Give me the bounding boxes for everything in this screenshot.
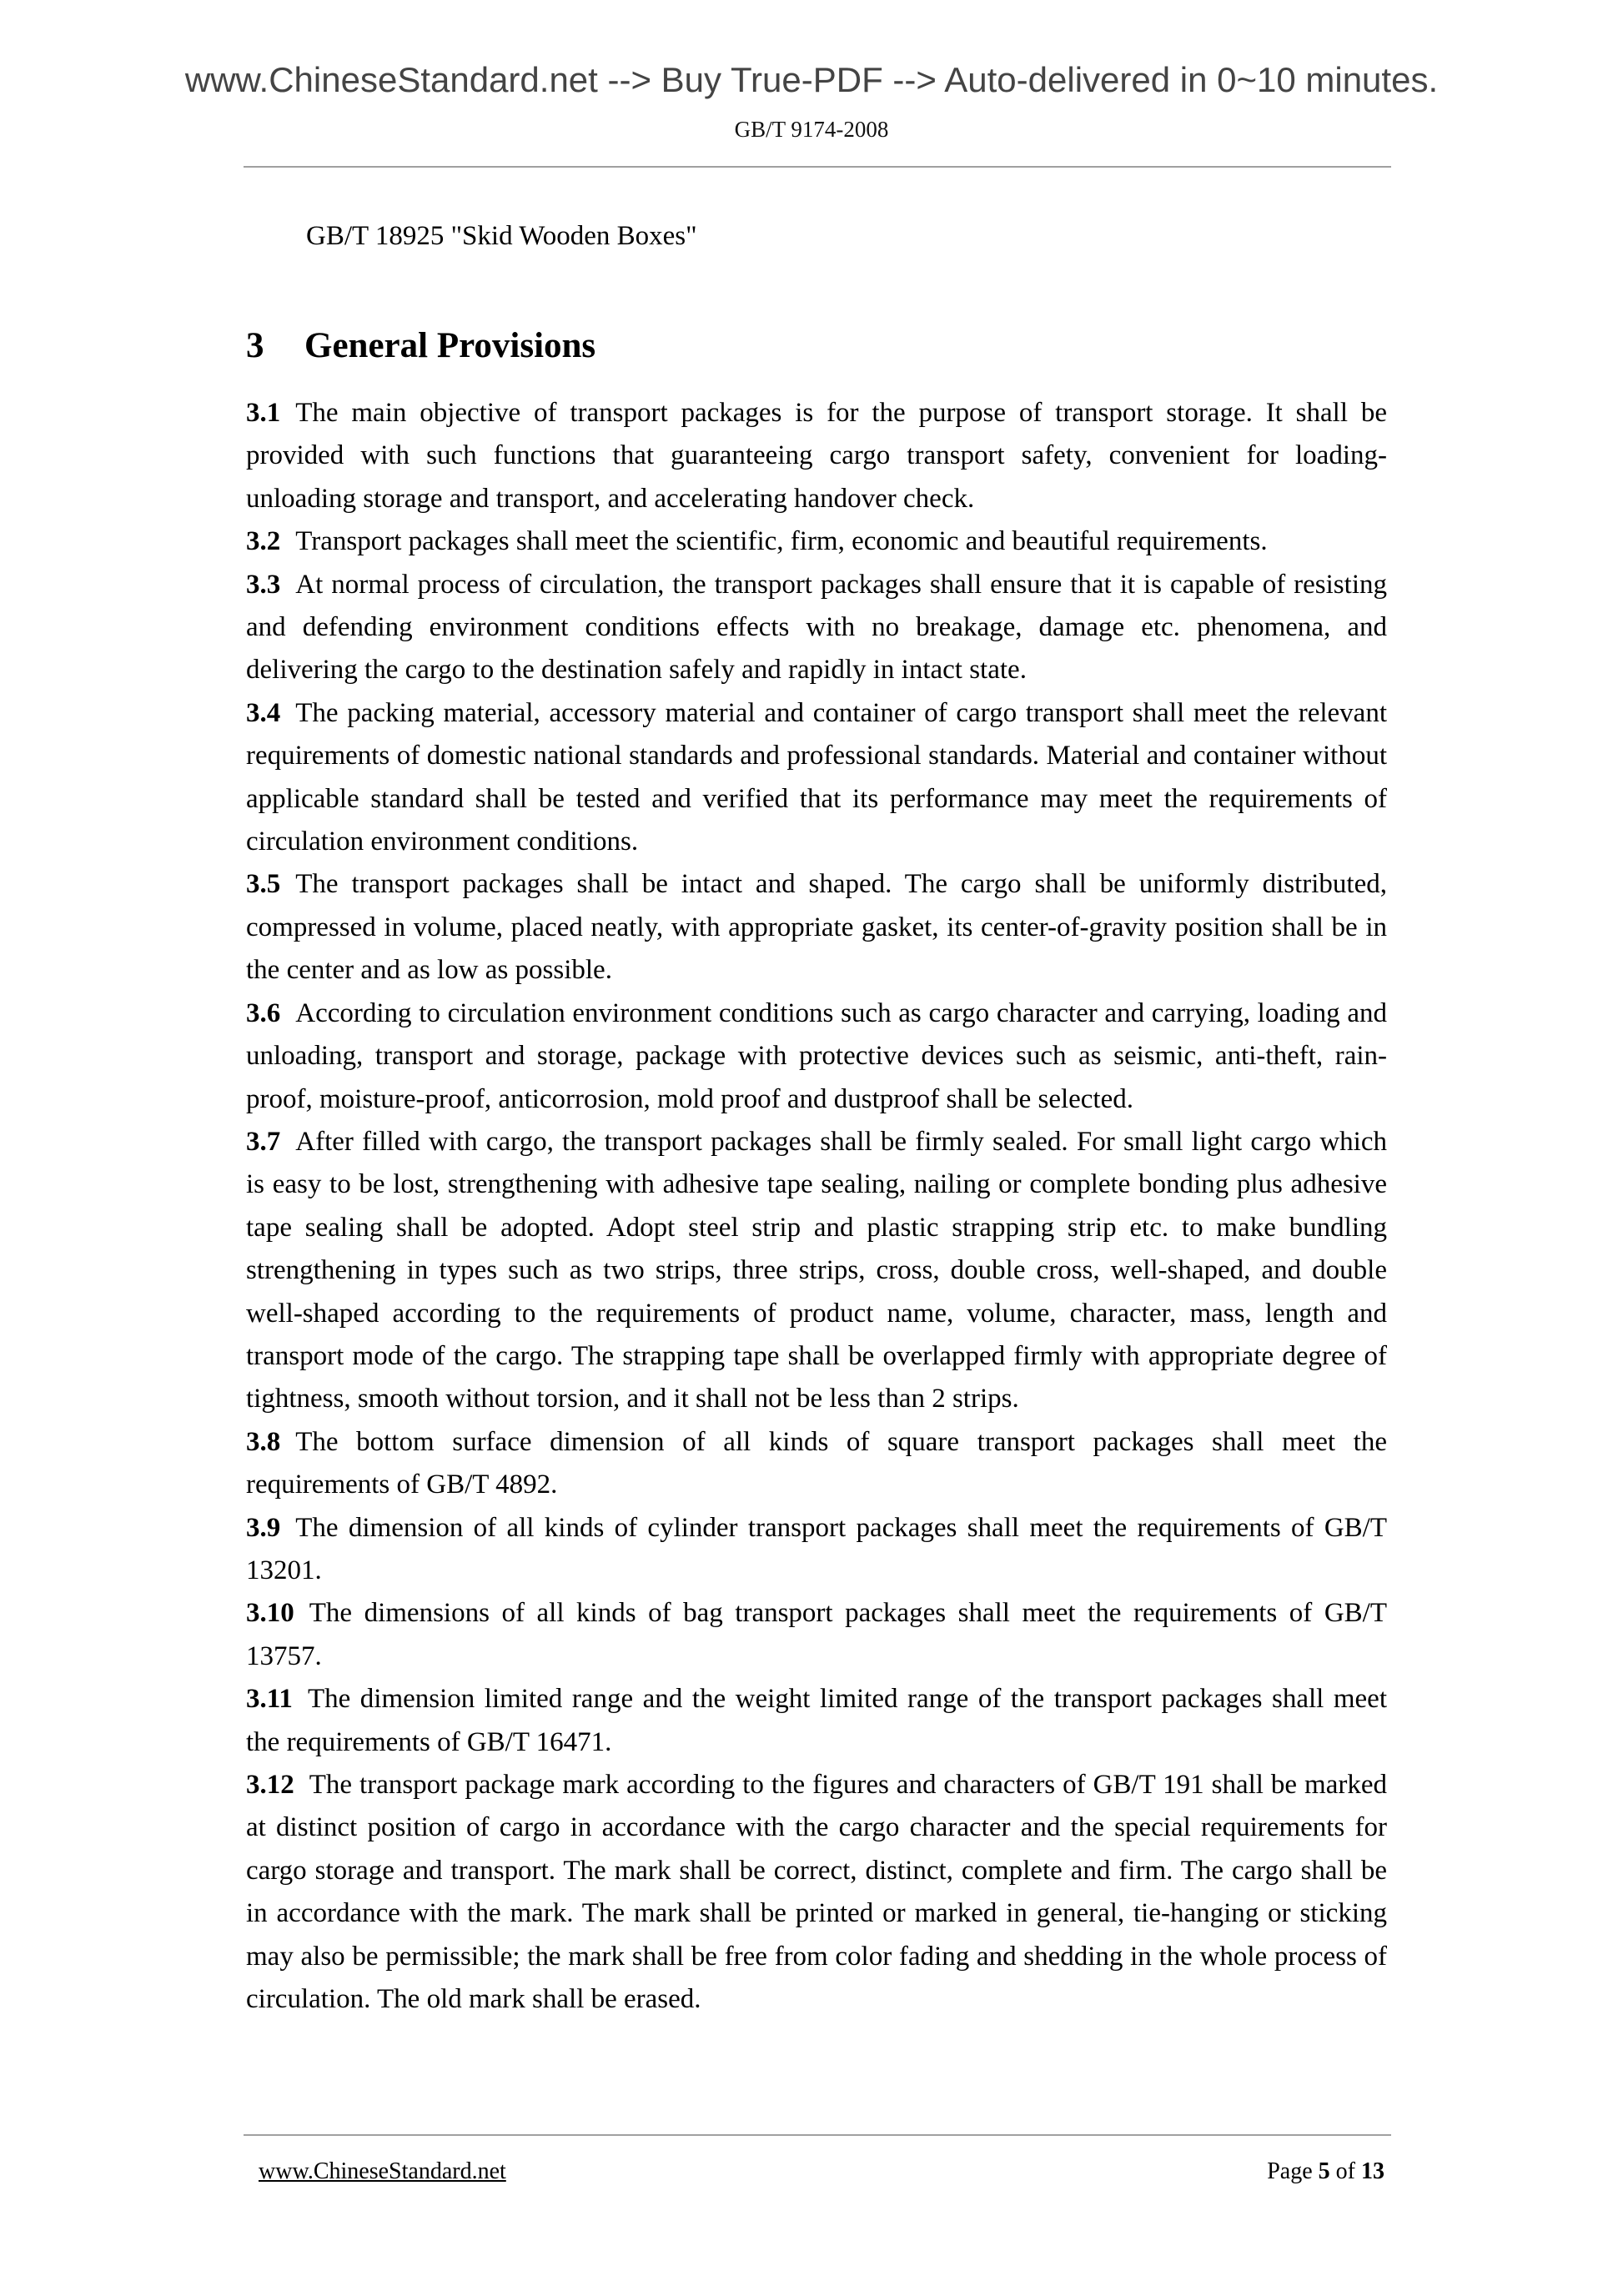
clause-number: 3.4 [246,697,281,728]
clause-3-8 [246,1421,1387,1507]
clause-3-11 [246,1678,1387,1764]
clause-3-3 [246,564,1387,692]
clause-number: 3.9 [246,1512,281,1543]
clause-text: The transport package mark according to the figures and characters of GB/T 191 shall be marked at distinct position of cargo in accordance with the cargo character and the special requirements for cargo storage and transport. The mark shall be correct, distinct, complete and firm. The cargo shall be in accordance with the mark. The mark shall be printed or marked in general, tie-hanging or sticking may also be permissible; the mark shall be free from color fading and shedding in the whole process of circulation. The old mark shall be erased. [246,1770,1387,2015]
clause-3-5 [246,863,1387,992]
current-page: 5 [1318,2158,1330,2184]
clause-3-6 [246,992,1387,1121]
clause-text: The dimension of all kinds of cylinder transport packages shall meet the requirements of GB/T 13201. [246,1512,1387,1585]
total-pages: 13 [1361,2158,1384,2184]
section-title: General Provisions [304,326,596,365]
clause-text: The dimensions of all kinds of bag transport packages shall meet the requirements of GB/T 13757. [246,1598,1387,1671]
clause-3-9 [246,1507,1387,1593]
clause-number: 3.7 [246,1126,281,1157]
clause-3-4 [246,692,1387,864]
document-id: GB/T 9174-2008 [734,117,889,142]
clause-number: 3.3 [246,569,281,600]
clause-text: At normal process of circulation, the transport packages shall ensure that it is capable of resisting and defending environment conditions effects with no breakage, damage etc. phenomena, and delivering the cargo to the destination safely and rapidly in intact state. [246,569,1387,686]
clause-text: The transport packages shall be intact and shaped. The cargo shall be uniformly distributed, compressed in volume, placed neatly, with appropriate gasket, its center-of-gravity position shall be in the center and as low as possible. [246,869,1387,986]
clause-text: The packing material, accessory material and container of cargo transport shall meet the relevant requirements of domestic national standards and professional standards. Material and container without applicable standard shall be tested and verified that its performance may meet the requirements of circulation environment conditions. [246,697,1387,857]
normative-reference: GB/T 18925 "Skid Wooden Boxes" [306,221,697,251]
clause-text: According to circulation environment conditions such as cargo character and carrying, loading and unloading, transport and storage, package with protective devices such as seismic, anti-theft, rain-proof, moisture-proof, anticorrosion, mold proof and dustproof shall be selected. [246,997,1387,1114]
clause-3-7 [246,1121,1387,1421]
clause-3-1 [246,392,1387,520]
clause-3-12 [246,1764,1387,2021]
clause-text: Transport packages shall meet the scientific, firm, economic and beautiful requirements. [295,526,1268,557]
section-heading [246,325,595,366]
clause-3-10 [246,1592,1387,1678]
clause-number: 3.1 [246,398,281,428]
clause-number: 3.12 [246,1770,294,1800]
page-number [1267,2158,1384,2185]
section-number: 3 [246,326,264,365]
page-of-label: of [1335,2158,1355,2184]
clause-number: 3.10 [246,1598,294,1629]
clause-text: After filled with cargo, the transport packages shall be firmly sealed. For small light cargo which is easy to be lost, strengthening with adhesive tape sealing, nailing or complete bonding plus adhesive tape sealing shall be adopted. Adopt steel strip and plastic strapping strip etc. to make bundling strengthening in types such as two strips, three strips, cross, double cross, well-shaped, and double well-shaped according to the requirements of product name, volume, character, mass, length and transport mode of the cargo. The strapping tape shall be overlapped firmly with appropriate degree of tightness, smooth without torsion, and it shall not be less than 2 strips. [246,1126,1387,1414]
page-label: Page [1267,2158,1313,2184]
clause-number: 3.11 [246,1684,293,1715]
clause-3-2 [246,520,1387,563]
header-banner: www.ChineseStandard.net --> Buy True-PDF --> Auto-delivered in 0~10 minutes. [184,60,1439,99]
clauses-list [246,392,1387,2021]
header-divider [244,166,1391,168]
clause-text: The main objective of transport packages is for the purpose of transport storage. It shall be provided with such functions that guaranteeing cargo transport safety, convenient for loading-unloading storage and transport, and accelerating handover check. [246,398,1387,514]
clause-number: 3.5 [246,869,281,900]
clause-number: 3.6 [246,997,281,1028]
clause-text: The bottom surface dimension of all kinds of square transport packages shall meet the requirements of GB/T 4892. [246,1426,1387,1500]
footer-website-link[interactable]: www.ChineseStandard.net [259,2158,506,2184]
clause-text: The dimension limited range and the weight limited range of the transport packages shall meet the requirements of GB/T 16471. [246,1684,1387,1757]
clause-number: 3.2 [246,526,281,557]
clause-number: 3.8 [246,1426,281,1457]
footer-divider [244,2134,1391,2136]
